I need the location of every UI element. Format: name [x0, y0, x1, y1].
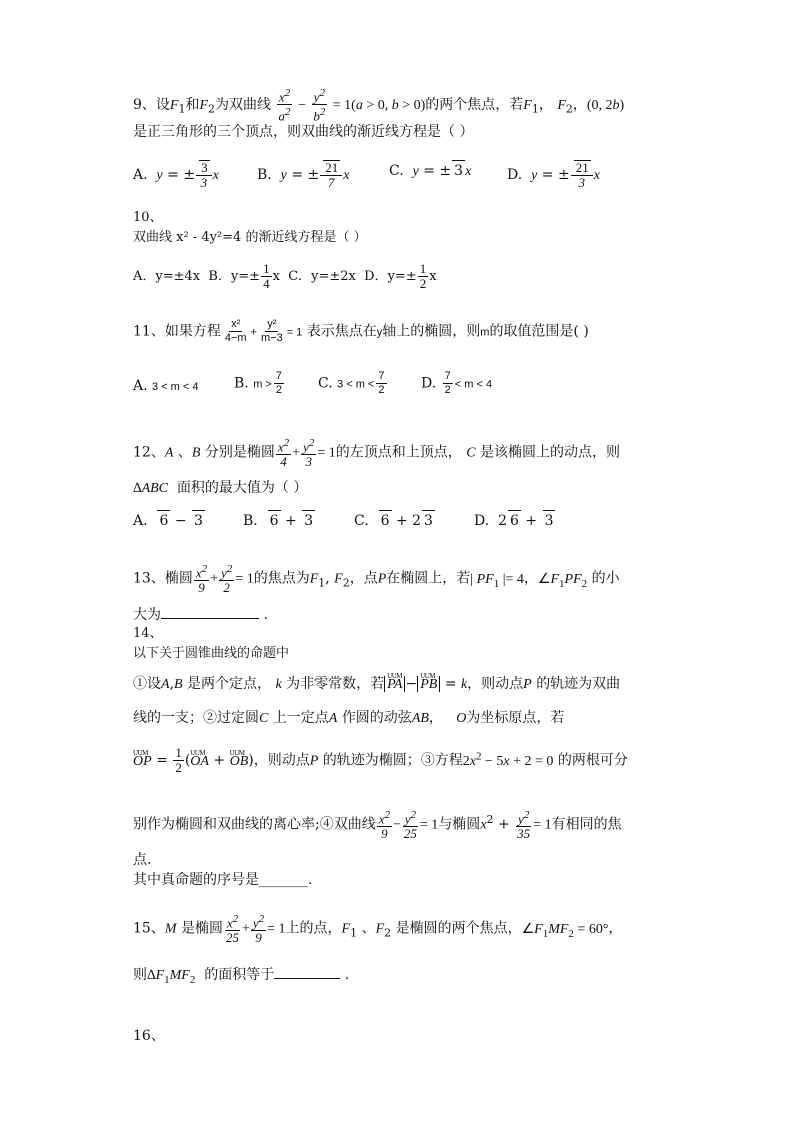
- q13-answer-blank[interactable]: [161, 604, 259, 619]
- q16-number: 16、: [133, 1028, 165, 1044]
- q15-line1: 15、M 是椭圆 $\frac{x^2}{25}$ + $\frac{y^2}{9}$ = 1上的点，$F_1$ 、$F_2$ 是椭圆的两个焦点，$\angle F_1MF_2 = 60^\circ$，: [133, 913, 623, 946]
- q11-option-b: B. m > $\frac{7}{2}$: [234, 370, 282, 396]
- q11-option-a: A. 3 < m < 4: [133, 378, 199, 394]
- q9-frac-y: $\frac{y^2}{b^2}$: [313, 87, 326, 124]
- q13-line2: 大为 .: [133, 604, 268, 625]
- q9-option-c: C. y = ± 3 x: [389, 160, 471, 182]
- q14-number: 14、: [133, 626, 163, 641]
- q12-line2: ∆ABC 面积的最大值为（ ）: [133, 480, 308, 496]
- q12-option-c: C. 6 + 2 3: [354, 510, 435, 531]
- q9-option-d: D. y = ± $\frac{21}{3}$ x: [507, 160, 600, 190]
- q9-line1: 9、设$F_1$和$F_2$为双曲线 $\frac{x^2}{a^2}$ − $\frac{y^2}{b^2}$ = 1(a > 0, b > 0)的两个焦点，若$F_1$， $F_2$，(0, 2b): [133, 87, 625, 124]
- q10-stem: 双曲线 x² - 4y²=4 的渐近线方程是（ ）: [133, 230, 367, 245]
- q13-line1: 13、椭圆 $\frac{x^2}{9}$ + $\frac{y^2}{2}$ = 1的焦点为$F_1$, $F_2$，点P在椭圆上，若| $PF_1$ |= 4，$\angle F_1PF_2$ 的小: [133, 563, 620, 596]
- q9-line2: 是正三角形的三个顶点，则双曲线的渐近线方程是（ ）: [133, 124, 474, 140]
- q14-line3: UUM OP = $\frac{1}{2}$ (UUM OA + UUM OB)，则动点P 的轨迹为椭圆；③方程$2x^2 - 5x + 2 = 0$ 的两根可分: [133, 746, 628, 775]
- q11-option-c: C. 3 < m < $\frac{7}{2}$: [318, 370, 385, 396]
- q9-option-b: B. y = ± $\frac{21}{7}$ x: [257, 160, 350, 190]
- q15-answer-blank[interactable]: [274, 964, 340, 979]
- q12-line1: 12、A 、B 分别是椭圆 $\frac{x^2}{4}$ + $\frac{y^2}{3}$ = 1的左顶点和上顶点， C 是该椭圆上的动点，则: [133, 437, 620, 470]
- q12-option-b: B. 6 + 3: [243, 510, 315, 531]
- q14-intro: 以下关于圆锥曲线的命题中: [133, 646, 290, 661]
- q10-options: A．y=±4x B．y=± $\frac{1}{4}$ x C．y=±2x D．y=± $\frac{1}{2}$ x: [133, 261, 437, 291]
- q9-option-a: A. y = ± $\frac{3}{3}$ x: [133, 160, 219, 190]
- q14-line5: 点.: [133, 852, 152, 868]
- q10-number: 10、: [133, 210, 163, 225]
- q14-line4: 别作为椭圆和双曲线的离心率;④双曲线 $\frac{x^2}{9}$ − $\frac{y^2}{25}$ = 1与椭圆$x^2$ + $\frac{y^2}{35}$ = 1有相同的焦: [133, 809, 622, 842]
- q15-line2: 则$\Delta F_1MF_2$ 的面积等于 .: [133, 964, 349, 990]
- q12-option-d: D. 2 6 + 3: [474, 510, 555, 531]
- q14-line6: 其中真命题的序号是_______.: [133, 872, 313, 888]
- q12-option-a: A. 6 − 3: [133, 510, 205, 531]
- q11-stem: 11、如果方程 $\frac{\text{x²}}{4-m}$ + $\frac{\text{y²}}{m-3}$ = 1 表示焦点在y轴上的椭圆，则m的取值范围是( ): [133, 318, 589, 344]
- q11-option-d: D. $\frac{7}{2}$ < m < 4: [421, 370, 493, 396]
- q14-line2: 线的一支；②过定圆C 上一定点A 作圆的动弦AB， O为坐标原点，若: [133, 710, 565, 726]
- q14-line1: ①设A,B 是两个定点， k 为非零常数，若UUM PA −UUM PB = k，则动点P 的轨迹为双曲: [133, 674, 620, 695]
- q9-frac-x: $\frac{x^2}{a^2}$: [278, 87, 291, 124]
